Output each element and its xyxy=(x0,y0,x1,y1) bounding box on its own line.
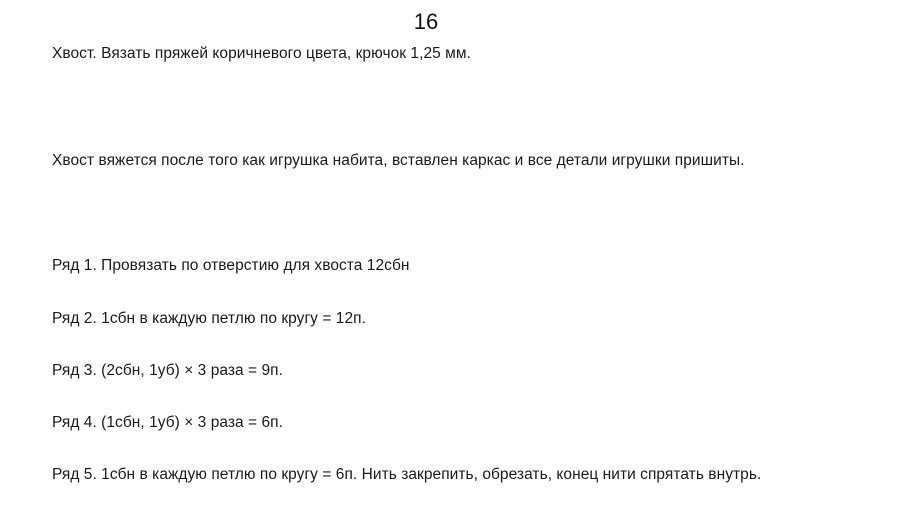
instruction-row-4: Ряд 4. (1сбн, 1уб) × 3 раза = 6п. xyxy=(52,414,283,431)
page-number: 16 xyxy=(413,9,439,34)
intro-paragraph: Хвост вяжется после того как игрушка набита, вставлен каркас и все детали игрушки пришиты. xyxy=(52,152,745,169)
instruction-row-2: Ряд 2. 1сбн в каждую петлю по кругу = 12п. xyxy=(52,310,366,327)
instruction-row-3: Ряд 3. (2сбн, 1уб) × 3 раза = 9п. xyxy=(52,362,283,379)
instruction-row-1: Ряд 1. Провязать по отверстию для хвоста 12сбн xyxy=(52,257,410,274)
instruction-row-5: Ряд 5. 1сбн в каждую петлю по кругу = 6п. Нить закрепить, обрезать, конец нити спрятать внутрь. xyxy=(52,466,762,483)
section-title: Хвост. Вязать пряжей коричневого цвета, крючок 1,25 мм. xyxy=(52,45,471,62)
